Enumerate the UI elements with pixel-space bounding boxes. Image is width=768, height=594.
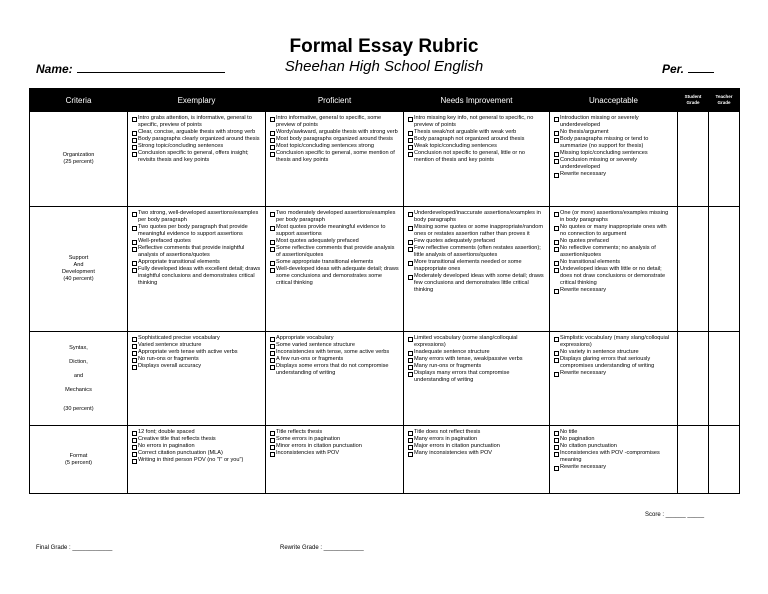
list-item: Appropriate vocabulary xyxy=(270,335,399,342)
list-item: Two strong, well-developed assertions/examples per body paragraph xyxy=(132,210,261,224)
list-item: Most quotes adequately prefaced xyxy=(270,238,399,245)
list-item: No transitional elements xyxy=(554,259,673,266)
list-item: Wordy/awkward, arguable thesis with strong verb xyxy=(270,129,399,136)
period-blank-line xyxy=(688,62,714,73)
list-item: Limited vocabulary (some slang/colloquial expressions) xyxy=(408,335,545,349)
list-item: No thesis/argument xyxy=(554,129,673,136)
list-item: More transitional elements needed or some inappropriate ones xyxy=(408,259,545,273)
teacher-grade-cell[interactable] xyxy=(709,426,740,494)
list-item: No quotes or many inappropriate ones with no connection to argument xyxy=(554,224,673,238)
criteria-name: Mechanics xyxy=(65,387,92,393)
criteria-weight: (40 percent) xyxy=(63,276,94,282)
student-grade-cell[interactable] xyxy=(678,207,709,332)
list-item: Correct citation punctuation (MLA) xyxy=(132,450,261,457)
list-item: Weak topic/concluding sentences xyxy=(408,143,545,150)
list-item: Clear, concise, arguable thesis with strong verb xyxy=(132,129,261,136)
student-grade-cell[interactable] xyxy=(678,112,709,207)
student-grade-cell[interactable] xyxy=(678,332,709,426)
list-item: Displays many errors that compromise understanding of writing xyxy=(408,370,545,384)
list-item: Most body paragraphs organized around thesis xyxy=(270,136,399,143)
student-grade-cell[interactable] xyxy=(678,426,709,494)
list-item: Two quotes per body paragraph that provide meaningful evidence to support assertions xyxy=(132,224,261,238)
list-item: Intro grabs attention, is informative, general to specific, preview of points xyxy=(132,115,261,129)
list-item: Few quotes adequately prefaced xyxy=(408,238,545,245)
list-item: Inconsistencies with POV xyxy=(270,450,399,457)
list-item: Thesis weak/not arguable with weak verb xyxy=(408,129,545,136)
exemplary-cell xyxy=(128,426,266,494)
list-item: Title reflects thesis xyxy=(270,429,399,436)
list-item: No variety in sentence structure xyxy=(554,349,673,356)
list-item: Intro informative, general to specific, some preview of points xyxy=(270,115,399,129)
criteria-weight: (25 percent) xyxy=(63,159,94,165)
exemplary-cell xyxy=(128,332,266,426)
list-item: Underdeveloped/inaccurate assertions/examples in body paragraphs xyxy=(408,210,545,224)
criteria-cell xyxy=(30,426,128,494)
criteria-cell xyxy=(30,332,128,426)
list-item: Many errors with tense, weak/passive verbs xyxy=(408,356,545,363)
criteria-name: Development xyxy=(62,269,95,275)
list-item: Rewrite necessary xyxy=(554,171,673,178)
criteria-name: and xyxy=(73,373,84,379)
list-item: No run-ons or fragments xyxy=(132,356,261,363)
list-item: Minor errors in citation punctuation xyxy=(270,443,399,450)
teacher-grade-cell[interactable] xyxy=(709,207,740,332)
list-item: Some varied sentence structure xyxy=(270,342,399,349)
list-item: Body paragraphs clearly organized around thesis xyxy=(132,136,261,143)
list-item: Appropriate transitional elements xyxy=(132,259,261,266)
list-item: Displays some errors that do not compromise understanding of writing xyxy=(270,363,399,377)
list-item: Inconsistencies with tense, some active verbs xyxy=(270,349,399,356)
header-row xyxy=(30,89,740,112)
list-item: Inconsistencies with POV -compromises meaning xyxy=(554,450,673,464)
list-item: Major errors in citation punctuation xyxy=(408,443,545,450)
unacceptable-cell xyxy=(550,112,678,207)
exemplary-cell xyxy=(128,112,266,207)
proficient-cell xyxy=(266,426,404,494)
list-item: Rewrite necessary xyxy=(554,370,673,377)
list-item: No reflective comments; no analysis of assertion/quotes xyxy=(554,245,673,259)
needs-improvement-cell xyxy=(404,332,550,426)
proficient-cell xyxy=(266,207,404,332)
list-item: Many run-ons or fragments xyxy=(408,363,545,370)
needs-improvement-cell xyxy=(404,207,550,332)
list-item: Fully developed ideas with excellent detail; draws insightful conclusions and demonstrates critical thinking xyxy=(132,266,261,287)
criteria-name: Organization xyxy=(62,152,95,158)
list-item: Conclusion specific to general, some mention of thesis and key points xyxy=(270,150,399,164)
list-item: Well-developed ideas with adequate detail; draws some conclusions and demonstrates some critical thinking xyxy=(270,266,399,287)
col-header-student-grade: Student Grade xyxy=(678,89,709,112)
list-item: Simplistic vocabulary (many slang/colloquial expressions) xyxy=(554,335,673,349)
table-row xyxy=(30,426,740,494)
list-item: Rewrite necessary xyxy=(554,464,673,471)
list-item: 12 font; double spaced xyxy=(132,429,261,436)
list-item: Introduction missing or severely underdeveloped xyxy=(554,115,673,129)
rewrite-grade-line: Rewrite Grade : ____________ xyxy=(280,545,364,551)
final-grade-line: Final Grade : ____________ xyxy=(36,545,113,551)
criteria-name: Syntax, xyxy=(69,345,88,351)
list-item: Two moderately developed assertions/examples per body paragraph xyxy=(270,210,399,224)
list-item: Creative title that reflects thesis xyxy=(132,436,261,443)
col-header-proficient: Proficient xyxy=(266,89,404,112)
list-item: Conclusion specific to general, offers insight; revisits thesis and key points xyxy=(132,150,261,164)
list-item: Undeveloped ideas with little or no detail; does not draw conclusions or demonstrate critical thinking xyxy=(554,266,673,287)
list-item: One (or more) assertions/examples missing in body paragraphs xyxy=(554,210,673,224)
table-row xyxy=(30,332,740,426)
teacher-grade-cell[interactable] xyxy=(709,332,740,426)
list-item: Displays glaring errors that seriously compromises understanding of writing xyxy=(554,356,673,370)
score-line: Score : ______ _____ xyxy=(645,512,705,518)
list-item: A few run-ons or fragments xyxy=(270,356,399,363)
table-row xyxy=(30,207,740,332)
exemplary-cell xyxy=(128,207,266,332)
list-item: No quotes prefaced xyxy=(554,238,673,245)
col-header-needs-improvement: Needs Improvement xyxy=(404,89,550,112)
list-item: Rewrite necessary xyxy=(554,287,673,294)
list-item: Writing in third person POV (no "I" or you") xyxy=(132,457,261,464)
criteria-weight: (5 percent) xyxy=(64,459,93,466)
teacher-grade-cell[interactable] xyxy=(709,112,740,207)
page-title: Formal Essay Rubric xyxy=(289,36,479,57)
list-item: No citation punctuation xyxy=(554,443,673,450)
list-item: Sophisticated precise vocabulary xyxy=(132,335,261,342)
col-header-unacceptable: Unacceptable xyxy=(550,89,678,112)
list-item: Title does not reflect thesis xyxy=(408,429,545,436)
list-item: Some appropriate transitional elements xyxy=(270,259,399,266)
list-item: Body paragraphs missing or tend to summarize (no support for thesis) xyxy=(554,136,673,150)
rubric-table xyxy=(29,88,740,494)
list-item: Some errors in pagination xyxy=(270,436,399,443)
list-item: Missing topic/concluding sentences xyxy=(554,150,673,157)
list-item: Missing some quotes or some inappropriate/random ones or restates assertion rather than proves it xyxy=(408,224,545,238)
col-header-criteria: Criteria xyxy=(30,89,128,112)
list-item: Strong topic/concluding sentences xyxy=(132,143,261,150)
name-label-text: Name: xyxy=(36,62,73,76)
list-item: Some reflective comments that provide analysis of assertion/quotes xyxy=(270,245,399,259)
criteria-name: And xyxy=(73,262,84,268)
list-item: Moderately developed ideas with some detail; draws few conclusions and demonstrates little critical thinking xyxy=(408,273,545,294)
list-item: Most quotes provide meaningful evidence to support assertions xyxy=(270,224,399,238)
criteria-name: Diction, xyxy=(69,359,88,365)
list-item: Conclusion not specific to general, little or no mention of thesis and key points xyxy=(408,150,545,164)
col-header-teacher-grade: Teacher Grade xyxy=(709,89,740,112)
unacceptable-cell xyxy=(550,332,678,426)
list-item: No pagination xyxy=(554,436,673,443)
criteria-cell xyxy=(30,112,128,207)
list-item: Varied sentence structure xyxy=(132,342,261,349)
list-item: Inadequate sentence structure xyxy=(408,349,545,356)
criteria-cell xyxy=(30,207,128,332)
list-item: Many inconsistencies with POV xyxy=(408,450,545,457)
list-item: Well-prefaced quotes xyxy=(132,238,261,245)
needs-improvement-cell xyxy=(404,426,550,494)
col-header-exemplary: Exemplary xyxy=(128,89,266,112)
criteria-name: Format xyxy=(69,452,88,459)
unacceptable-cell xyxy=(550,426,678,494)
proficient-cell xyxy=(266,332,404,426)
table-row xyxy=(30,112,740,207)
list-item: No errors in pagination xyxy=(132,443,261,450)
list-item: Body paragraph not organized around thesis xyxy=(408,136,545,143)
unacceptable-cell xyxy=(550,207,678,332)
list-item: Reflective comments that provide insightful analysis of assertions/quotes xyxy=(132,245,261,259)
list-item: Appropriate verb tense with active verbs xyxy=(132,349,261,356)
school-subtitle: Sheehan High School English xyxy=(284,58,484,75)
list-item: No title xyxy=(554,429,673,436)
proficient-cell xyxy=(266,112,404,207)
criteria-name: Support xyxy=(68,255,89,261)
list-item: Intro missing key info, not general to specific, no preview of points xyxy=(408,115,545,129)
needs-improvement-cell xyxy=(404,112,550,207)
list-item: Conclusion missing or severely underdeveloped xyxy=(554,157,673,171)
list-item: Many errors in pagination xyxy=(408,436,545,443)
list-item: Most topic/concluding sentences strong xyxy=(270,143,399,150)
period-label-text: Per. xyxy=(662,62,685,76)
period-label xyxy=(662,62,714,76)
criteria-weight: (30 percent) xyxy=(63,406,94,412)
list-item: Displays overall accuracy xyxy=(132,363,261,370)
list-item: Few reflective comments (often restates assertion); little analysis of assertions/quotes xyxy=(408,245,545,259)
